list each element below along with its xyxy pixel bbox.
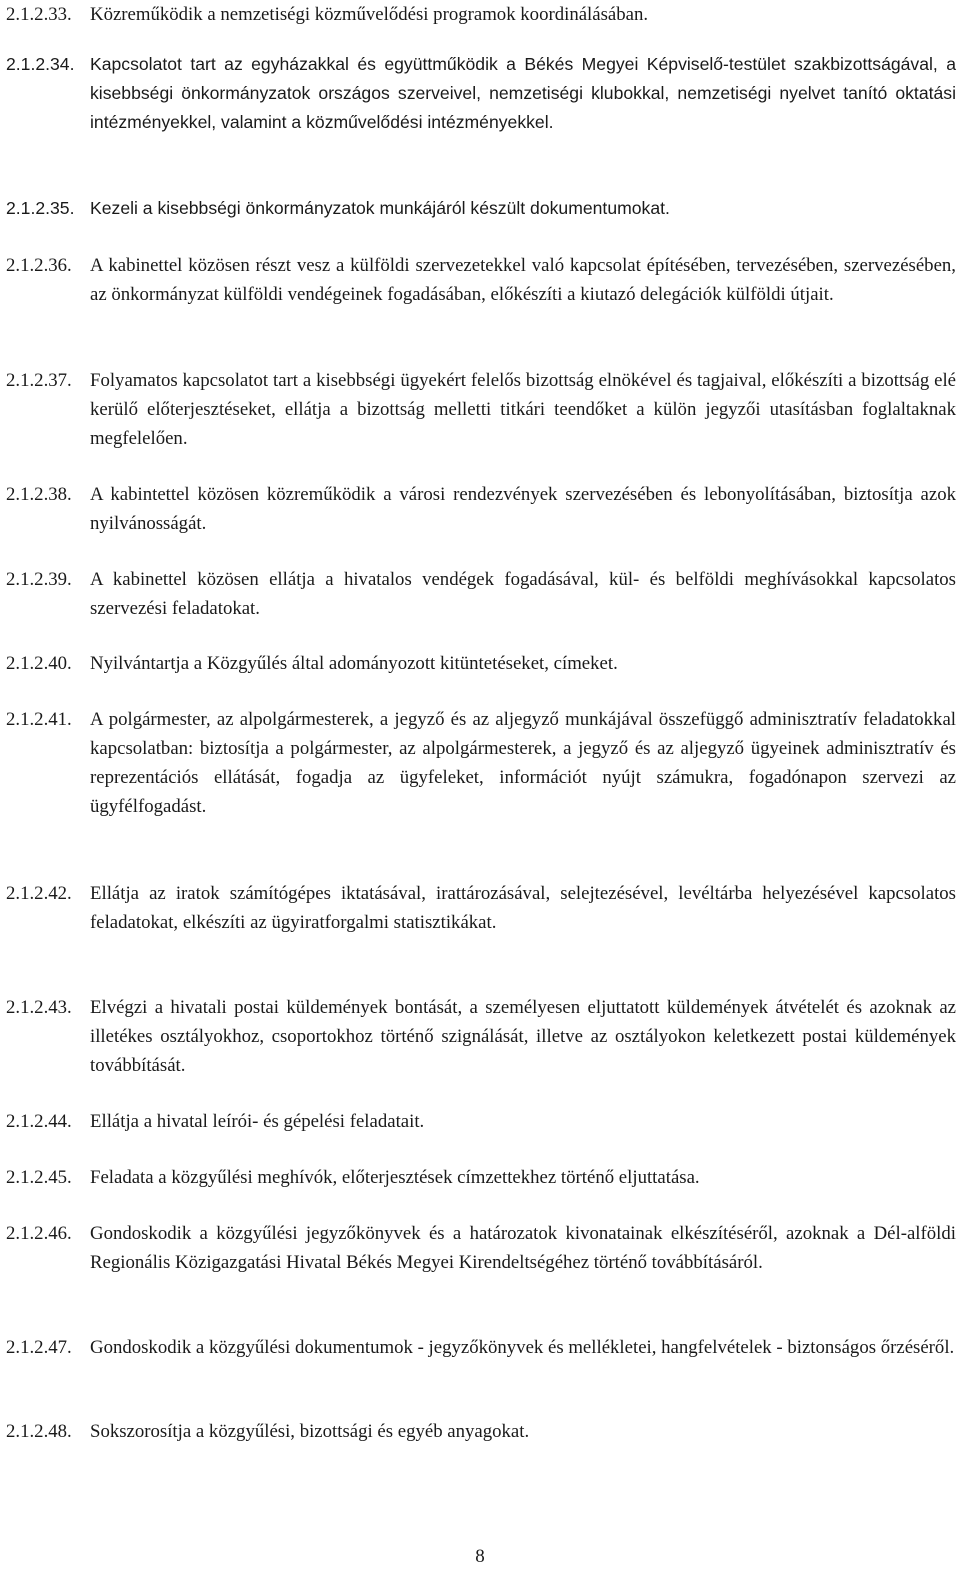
list-item [6,1417,956,1446]
list-item [6,1333,956,1362]
list-item [6,1219,956,1277]
list-item [6,993,956,1080]
list-item [6,1107,956,1136]
item-number: 2.1.2.34. [6,54,75,74]
item-text: Elvégzi a hivatali postai küldemények bontását, a személyesen eljuttatott küldemények átvételét és azoknak az illetékes osztályokhoz, csoportokhoz történő szignálását, illetve az osztályokon keletkezett postai küldemények továbbítását. [90,997,956,1076]
item-number: 2.1.2.40. [6,653,72,674]
item-text: Sokszorosítja a közgyűlési, bizottsági és egyéb anyagokat. [90,1421,530,1442]
list-item [6,879,956,937]
item-text: A kabinettel közösen részt vesz a külföldi szervezetekkel való kapcsolat építésében, tervezésében, szervezésében, az önkormányzat külföldi vendégeinek fogadásában, előkészíti a kiutazó delegációk külföldi útjait. [90,255,956,305]
list-item [6,649,956,678]
item-number: 2.1.2.46. [6,1223,72,1244]
item-number: 2.1.2.48. [6,1421,72,1442]
item-number: 2.1.2.39. [6,569,72,590]
item-text: A polgármester, az alpolgármesterek, a jegyző és az aljegyző munkájával összefüggő adminisztratív feladatokkal kapcsolatban: biztosítja a polgármester, az alpolgármesterek, a jegyző és az aljegyző ügyeinek adminisztratív és reprezentációs ellátását, fogadja az ügyfeleket, információt nyújt számukra, fogadónapon szervezi az ügyfélfogadást. [90,709,956,817]
item-number: 2.1.2.36. [6,255,72,276]
item-text: A kabintettel közösen közreműködik a városi rendezvények szervezésében és lebonyolításában, biztosítja azok nyilvánosságát. [90,484,956,534]
list-item [6,565,956,623]
item-number: 2.1.2.44. [6,1111,72,1132]
item-text: Közreműködik a nemzetiségi közművelődési programok koordinálásában. [90,4,649,25]
list-item [6,366,956,453]
item-number: 2.1.2.43. [6,997,72,1018]
item-text: Gondoskodik a közgyűlési dokumentumok - jegyzőkönyvek és mellékletei, hangfelvételek - biztonságos őrzéséről. [90,1337,955,1358]
list-item [6,251,956,309]
item-number: 2.1.2.38. [6,484,72,505]
item-text: Feladata a közgyűlési meghívók, előterjesztések címzettekhez történő eljuttatása. [90,1167,700,1188]
item-text: Ellátja a hivatal leírói- és gépelési feladatait. [90,1111,425,1132]
item-number: 2.1.2.47. [6,1337,72,1358]
item-text: Kapcsolatot tart az egyházakkal és együttműködik a Békés Megyei Képviselő-testület szakbizottságával, a kisebbségi önkormányzatok országos szerveivel, nemzetiségi klubokkal, nemzetiségi nyelvet tanító oktatási intézményekkel, valamint a közművelődési intézményekkel. [90,54,956,132]
list-item [6,50,956,137]
item-number: 2.1.2.42. [6,883,72,904]
list-item [6,705,956,821]
item-text: Ellátja az iratok számítógépes iktatásával, irattározásával, selejtezésével, levéltárba helyezésével kapcsolatos feladatokat, elkészíti az ügyiratforgalmi statisztikákat. [90,883,956,933]
item-number: 2.1.2.37. [6,370,72,391]
item-number: 2.1.2.41. [6,709,72,730]
list-item [6,1163,956,1192]
item-text: Nyilvántartja a Közgyűlés által adományozott kitüntetéseket, címeket. [90,653,618,674]
item-text: Gondoskodik a közgyűlési jegyzőkönyvek és a határozatok kivonatainak elkészítéséről, azoknak a Dél-alföldi Regionális Közigazgatási Hivatal Békés Megyei Kirendeltségéhez történő továbbításáról. [90,1223,956,1273]
list-item [6,480,956,538]
list-item [6,194,956,223]
item-text: Kezeli a kisebbségi önkormányzatok munkájáról készült dokumentumokat. [90,198,670,218]
item-text: Folyamatos kapcsolatot tart a kisebbségi ügyekért felelős bizottság elnökével és tagjaival, előkészíti a bizottság elé kerülő előterjesztéseket, ellátja a bizottság melletti titkári teendőket a külön jegyzői utasításban foglaltaknak megfelelően. [90,370,956,449]
item-number: 2.1.2.33. [6,4,72,25]
item-number: 2.1.2.35. [6,198,75,218]
list-item [6,0,956,29]
item-text: A kabinettel közösen ellátja a hivatalos vendégek fogadásával, kül- és belföldi meghívásokkal kapcsolatos szervezési feladatokat. [90,569,956,619]
page-number: 8 [475,1546,485,1567]
item-number: 2.1.2.45. [6,1167,72,1188]
